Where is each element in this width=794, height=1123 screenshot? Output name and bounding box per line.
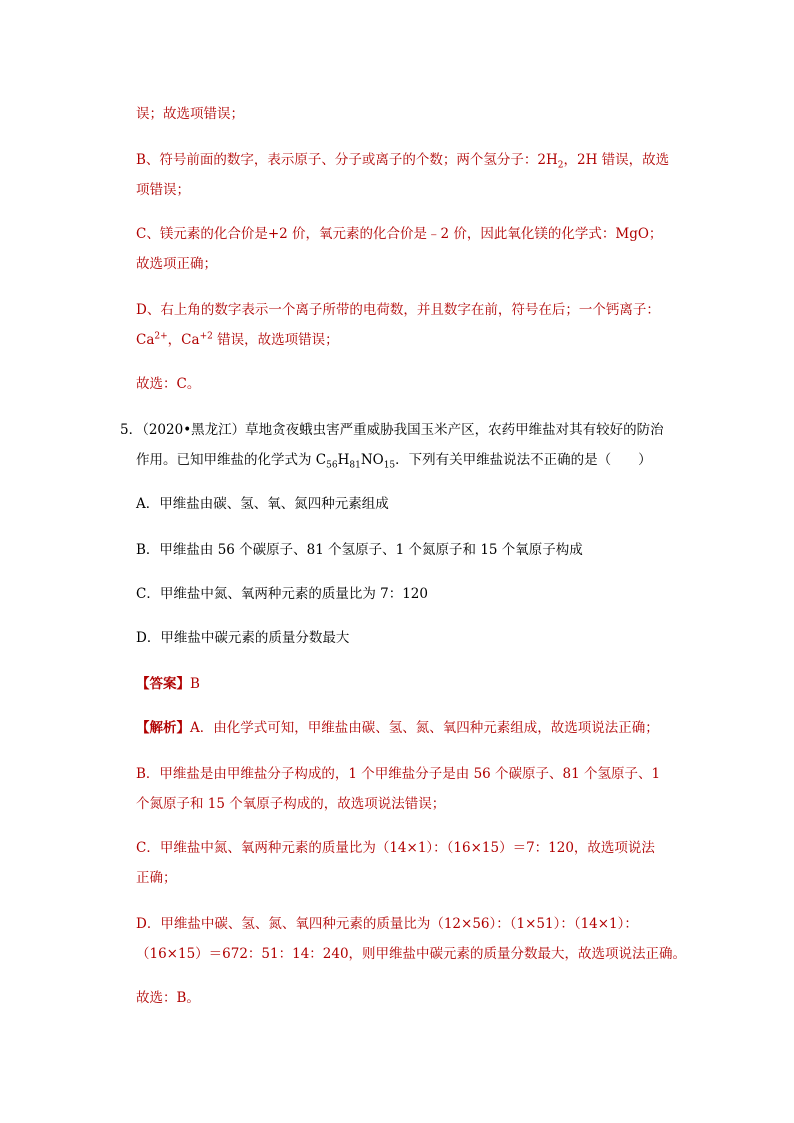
analysis-d-line-2: （16×15）＝672：51：14：240，则甲维盐中碳元素的质量分数最大，故选项说法正确。 — [136, 946, 687, 962]
option-d: D．甲维盐中碳元素的质量分数最大 — [136, 630, 350, 646]
option-a: A．甲维盐由碳、氢、氧、氮四种元素组成 — [136, 496, 389, 512]
analysis-a: 【解析】A．由化学式可知，甲维盐由碳、氢、氮、氧四种元素组成，故选项说法正确； — [136, 720, 659, 736]
analysis-d-line-1: D．甲维盐中碳、氢、氮、氧四种元素的质量比为（12×56）：（1×51）：（14×1）： — [136, 916, 638, 932]
final-answer: 故选：B。 — [136, 990, 200, 1006]
analysis-line-2: B、符号前面的数字，表示原子、分子或离子的个数；两个氢分子：$2H_2$，2H 错误，故选 — [136, 152, 670, 171]
analysis-line-5: 故选项正确； — [136, 256, 217, 272]
answer-line — [136, 674, 200, 694]
analysis-line-3: 项错误； — [136, 182, 190, 198]
question-line-1: 5．（2020•黑龙江）草地贪夜蛾虫害严重威胁我国玉米产区，农药甲维盐对其有较好的防治 — [120, 422, 664, 438]
analysis-line-6: D、右上角的数字表示一个离子所带的电荷数，并且数字在前，符号在后；一个钙离子： — [136, 302, 660, 318]
analysis-c-line-1: C．甲维盐中氮、氧两种元素的质量比为（14×1）：（16×15）＝7：120，故选项说法 — [136, 840, 655, 856]
analysis-b-line-1: B．甲维盐是由甲维盐分子构成的，1 个甲维盐分子是由 56 个碳原子、81 个氢原子、1 — [136, 766, 661, 782]
question-number: 5． — [120, 422, 143, 438]
analysis-tag: 【解析】 — [136, 720, 190, 736]
option-b: B．甲维盐由 56 个碳原子、81 个氢原子、1 个氮原子和 15 个氧原子构成 — [136, 542, 583, 558]
option-c: C．甲维盐中氮、氧两种元素的质量比为 7：120 — [136, 586, 428, 602]
analysis-line-7: $Ca^{2+}$，$Ca^{+2}$ 错误，故选项错误； — [136, 331, 339, 348]
analysis-conclusion: 故选：C。 — [136, 376, 201, 392]
answer-tag: 【答案】 — [136, 676, 190, 692]
analysis-line-1: 误；故选项错误； — [136, 106, 244, 122]
analysis-line-4: C、镁元素的化合价是+2 价，氧元素的化合价是﹣2 价，因此氧化镁的化学式：MgO； — [136, 226, 663, 242]
question-line-2: 作用。已知甲维盐的化学式为 $C_{56}H_{81}NO_{15}$．下列有关甲维盐说法不正确的是（ ） — [136, 452, 652, 471]
answer-value: B — [190, 676, 200, 692]
analysis-c-line-2: 正确； — [136, 870, 177, 886]
analysis-b-line-2: 个氮原子和 15 个氧原子构成的，故选项说法错误； — [136, 796, 446, 812]
